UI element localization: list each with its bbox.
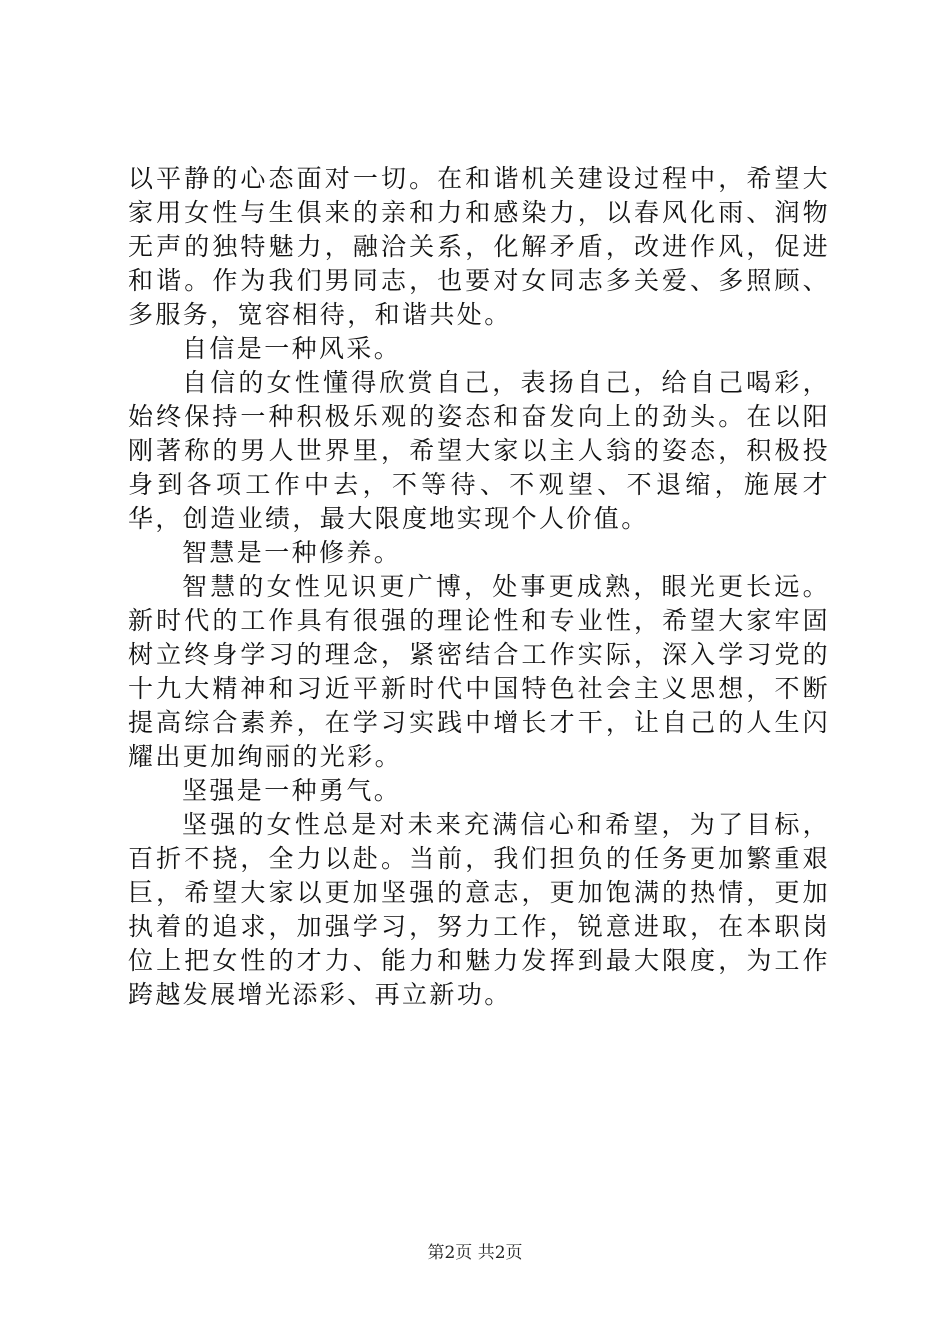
heading-wisdom: 智慧是一种修养。 [182, 538, 402, 567]
paragraph-continuation: 以平静的心态面对一切。在和谐机关建设过程中，希望大家用女性与生俱来的亲和力和感染力，以春风化雨、润物无声的独特魅力，融洽关系，化解矛盾，改进作风，促进和谐。作为我们男同志，也要对女同志多关爱、多照顾、多服务，宽容相待，和谐共处。 [128, 164, 830, 329]
paragraph-wisdom: 智慧的女性见识更广博，处事更成熟，眼光更长远。新时代的工作具有很强的理论性和专业性，希望大家牢固树立终身学习的理念，紧密结合工作实际，深入学习党的十九大精神和习近平新时代中国特色社会主义思想，不断提高综合素养，在学习实践中增长才干，让自己的人生闪耀出更加绚丽的光彩。 [128, 572, 830, 771]
paragraph-strength: 坚强的女性总是对未来充满信心和希望，为了目标，百折不挠，全力以赴。当前，我们担负的任务更加繁重艰巨，希望大家以更加坚强的意志，更加饱满的热情，更加执着的追求，加强学习，努力工作，锐意进取，在本职岗位上把女性的才力、能力和魅力发挥到最大限度，为工作跨越发展增光添彩、再立新功。 [128, 810, 830, 1009]
heading-strength: 坚强是一种勇气。 [182, 776, 402, 805]
paragraph-confidence: 自信的女性懂得欣赏自己，表扬自己，给自己喝彩，始终保持一种积极乐观的姿态和奋发向上的劲头。在以阳刚著称的男人世界里，希望大家以主人翁的姿态，积极投身到各项工作中去，不等待、不观望、不退缩，施展才华，创造业绩，最大限度地实现个人价值。 [128, 368, 830, 533]
page-footer [0, 1242, 950, 1264]
page-number: 第2页 共2页 [427, 1243, 523, 1263]
document-body [128, 162, 830, 1012]
heading-confidence: 自信是一种风采。 [182, 334, 402, 363]
